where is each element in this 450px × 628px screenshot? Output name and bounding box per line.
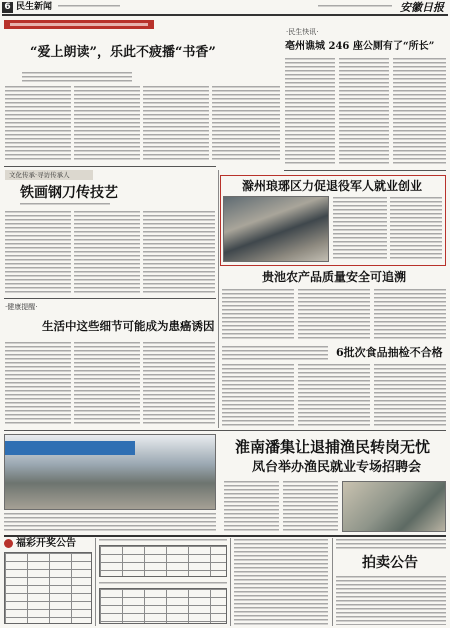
column-divider	[218, 170, 219, 428]
bozhou-headline: 亳州谯城 246 座公厕有了“所长”	[285, 41, 435, 52]
food-text-column	[374, 364, 446, 426]
chuzhou-text-column	[333, 197, 387, 259]
health-column-tag: ·健康提醒·	[5, 303, 38, 311]
craft-column-tag: 文化传承·寻访传承人	[9, 171, 70, 179]
health-text-column	[143, 342, 215, 426]
reading-byline	[22, 72, 132, 82]
food-text-column	[222, 364, 294, 426]
craft-byline	[20, 203, 110, 207]
photo-caption	[4, 513, 216, 532]
chuzhou-headline: 滁州琅琊区力促退役军人就业创业	[242, 179, 423, 193]
draw-table-title	[99, 539, 227, 543]
job-fair-photo	[4, 434, 216, 510]
food-headline: 6批次食品抽检不合格	[336, 346, 443, 359]
huainan-headline: 淮南潘集让退捕渔民转岗无忧	[235, 438, 431, 456]
craft-text-column	[74, 211, 140, 293]
reading-text-column	[74, 86, 140, 162]
section-divider	[4, 535, 446, 537]
section-divider	[4, 430, 446, 431]
lottery-notice-title: 福彩开奖公告	[16, 538, 76, 549]
section-divider	[284, 170, 446, 171]
reading-text-column	[212, 86, 280, 162]
classroom-photo	[342, 481, 446, 532]
column-divider	[95, 538, 96, 626]
huainan-text-column	[224, 481, 279, 532]
veterans-group-photo	[223, 196, 329, 262]
bozhou-text-column	[393, 58, 446, 166]
auction-notice-title: 拍卖公告	[362, 555, 418, 571]
chuzhou-text-column	[390, 197, 442, 259]
huainan-subheadline: 凤台举办渔民就业专场招聘会	[252, 460, 422, 475]
reading-text-column	[143, 86, 209, 162]
photo-banner	[5, 441, 135, 455]
page-number-box	[2, 2, 13, 13]
section-title: 民生新闻	[16, 2, 53, 12]
header-dateline	[58, 5, 120, 9]
guichi-headline: 贵池农产品质量安全可追溯	[262, 270, 407, 284]
food-lead-text	[222, 346, 328, 360]
health-headline: 生活中这些细节可能成为患癌诱因	[42, 319, 215, 333]
guichi-text-column	[298, 289, 370, 341]
lottery-logo-icon	[4, 539, 13, 548]
huainan-text-column	[283, 481, 338, 532]
bozhou-text-column	[285, 58, 335, 166]
craft-text-column	[143, 211, 215, 293]
masthead: 安徽日报	[400, 1, 444, 14]
craft-text-column	[5, 211, 71, 293]
health-text-column	[74, 342, 140, 426]
section-divider	[4, 166, 216, 167]
column-banner	[4, 20, 154, 29]
lottery-results-table	[4, 552, 92, 624]
column-banner-text-line	[10, 23, 148, 26]
craft-headline: 铁画钢刀传技艺	[20, 185, 118, 201]
reading-headline: “爱上朗读”，乐此不疲播“书香”	[30, 45, 216, 60]
column-divider	[230, 538, 231, 626]
draw-table-title	[99, 582, 227, 586]
health-text-column	[5, 342, 71, 426]
bozhou-column-tag: ·民生快讯·	[286, 28, 319, 36]
notice-text-column	[336, 539, 446, 551]
guichi-text-column	[222, 289, 294, 341]
craft-column-tag-band	[5, 170, 93, 180]
auction-text-column	[336, 576, 446, 625]
bozhou-text-column	[339, 58, 389, 166]
food-text-column	[298, 364, 370, 426]
header-editor-line	[318, 5, 392, 9]
reading-text-column	[5, 86, 71, 162]
draw-results-table	[99, 545, 227, 577]
header-rule	[2, 14, 448, 16]
draw-results-table	[99, 588, 227, 624]
page-number: 6	[4, 2, 11, 12]
notice-text-column	[234, 539, 328, 625]
section-divider	[4, 298, 216, 299]
column-divider	[332, 538, 333, 626]
guichi-text-column	[374, 289, 446, 341]
